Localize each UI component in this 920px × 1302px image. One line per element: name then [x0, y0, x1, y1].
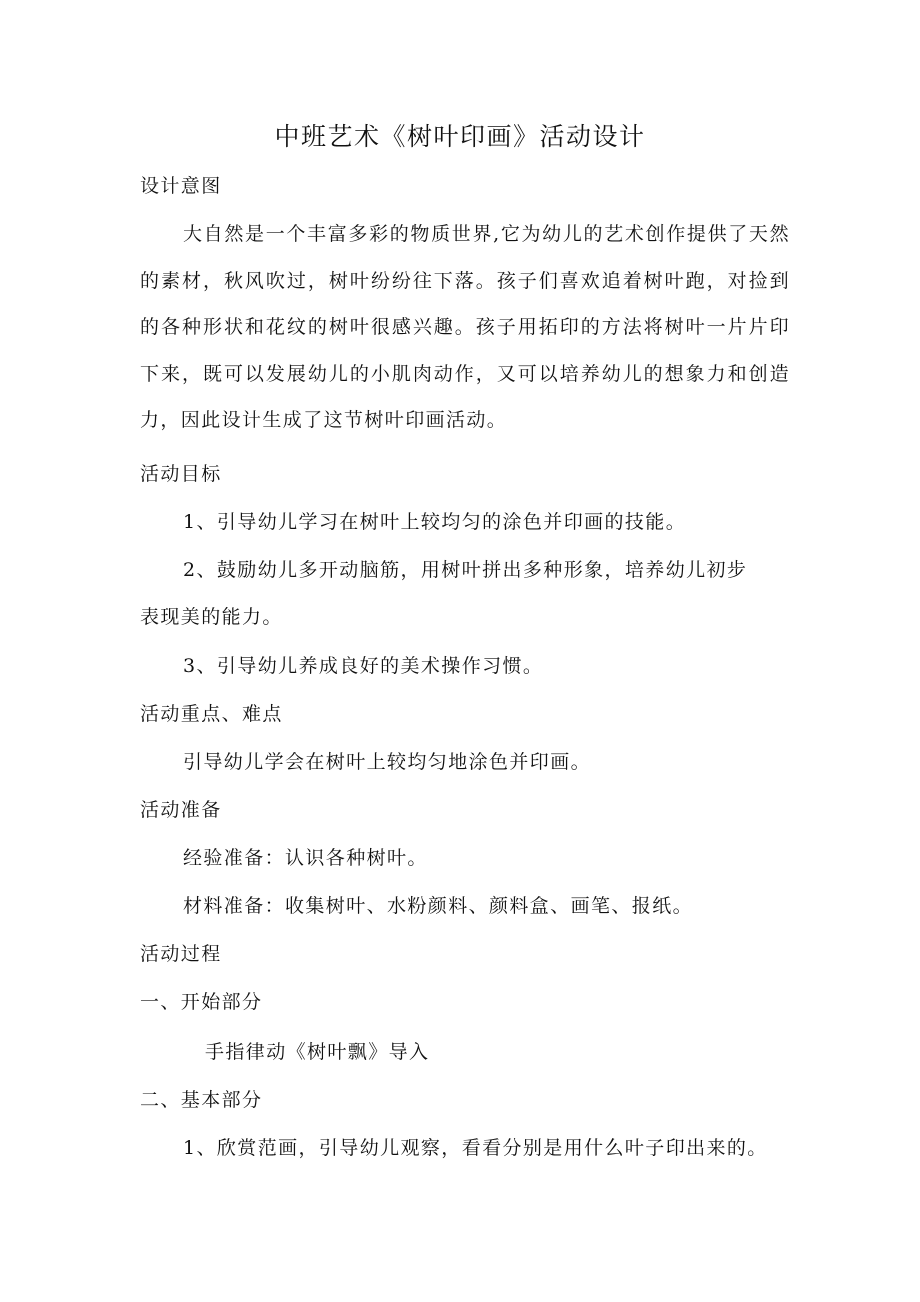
heading-preparation: 活动准备	[140, 799, 222, 821]
part-2-item-1: 1、欣赏范画，引导幼儿观察，看看分别是用什么叶子印出来的。	[183, 1137, 768, 1159]
key-points-body: 引导幼儿学会在树叶上较均匀地涂色并印画。	[183, 751, 592, 773]
heading-activity-goals: 活动目标	[140, 463, 222, 485]
heading-part-1: 一、开始部分	[140, 991, 263, 1013]
part-1-body: 手指律动《树叶飘》导入	[205, 1041, 430, 1063]
prep-experience: 经验准备：认识各种树叶。	[183, 847, 428, 869]
goal-item-2-line-1: 2、鼓励幼儿多开动脑筋，用树叶拼出多种形象，培养幼儿初步	[183, 559, 748, 581]
document-title: 中班艺术《树叶印画》活动设计	[274, 122, 646, 151]
heading-key-points: 活动重点、难点	[140, 703, 283, 725]
heading-design-intent: 设计意图	[140, 175, 222, 197]
heading-part-2: 二、基本部分	[140, 1089, 263, 1111]
goal-item-2-line-2: 表现美的能力。	[140, 606, 283, 628]
heading-process: 活动过程	[140, 943, 222, 965]
prep-material: 材料准备：收集树叶、水粉颜料、颜料盒、画笔、报纸。	[183, 895, 694, 917]
goal-item-3: 3、引导幼儿养成良好的美术操作习惯。	[183, 655, 544, 677]
goal-item-1: 1、引导幼儿学习在树叶上较均匀的涂色并印画的技能。	[183, 511, 687, 533]
intent-paragraph: 大自然是一个丰富多彩的物质世界,它为幼儿的艺术创作提供了天然的素材，秋风吹过，树叶纷纷往下落。孩子们喜欢追着树叶跑，对捡到的各种形状和花纹的树叶很感兴趣。孩子用拓印的方法将树叶一片片印下来，既可以发展幼儿的小肌肉动作，又可以培养幼儿的想象力和创造力，因此设计生成了这节树叶印画活动。	[140, 223, 790, 431]
